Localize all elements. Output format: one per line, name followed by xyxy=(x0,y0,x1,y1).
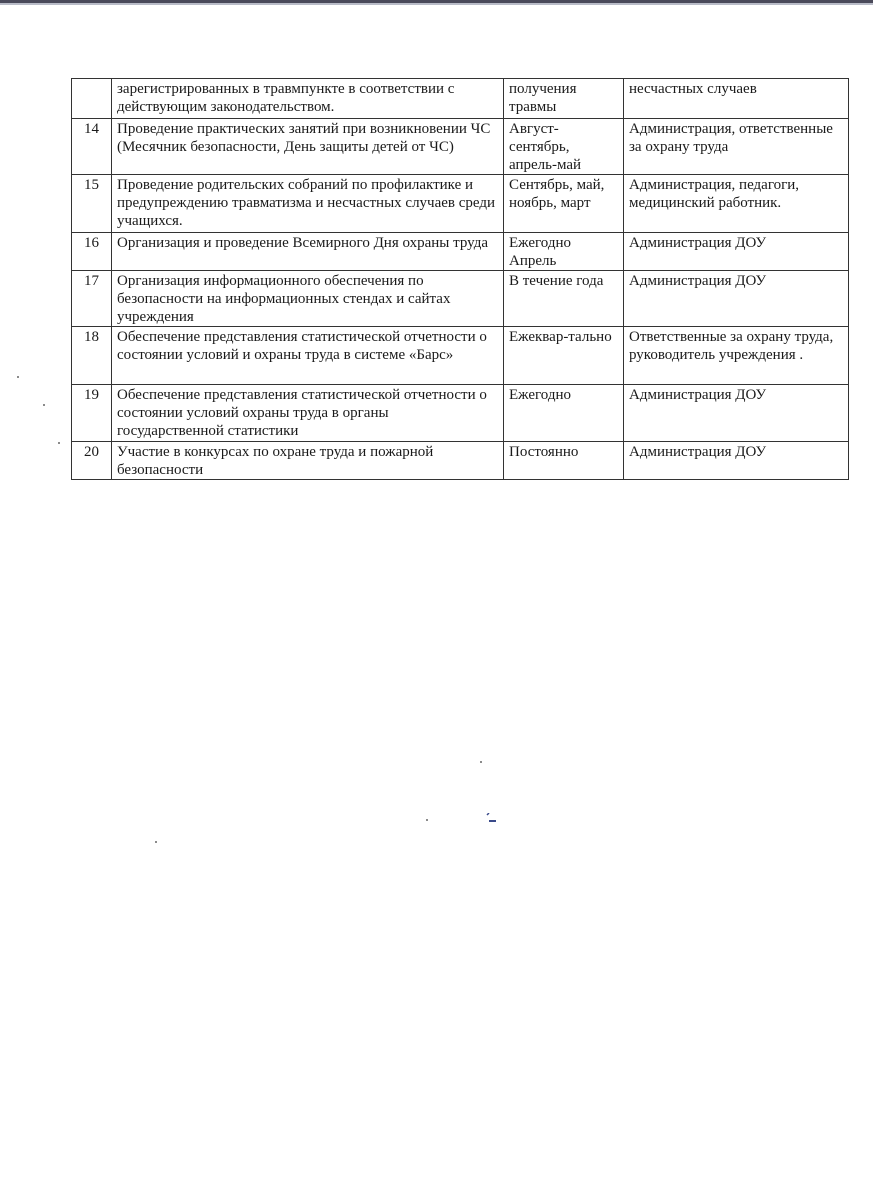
row-number xyxy=(72,79,112,119)
responsible-cell: Администрация ДОУ xyxy=(624,271,849,327)
task-cell: Участие в конкурсах по охране труда и пожарной безопасности xyxy=(112,442,504,480)
period-cell: Ежегодно xyxy=(504,385,624,442)
table-row-19 xyxy=(72,385,849,442)
table-row-20 xyxy=(72,442,849,480)
scan-speck xyxy=(58,442,60,444)
period-cell: Ежеквар-тально xyxy=(504,327,624,385)
responsible-cell: несчастных случаев xyxy=(624,79,849,119)
task-cell: Проведение родительских собраний по профилактике и предупреждению травматизма и несчастных случаев среди учащихся. xyxy=(112,175,504,233)
responsible-cell: Администрация ДОУ xyxy=(624,233,849,271)
scan-top-edge-shadow xyxy=(0,3,873,5)
period-cell: Постоянно xyxy=(504,442,624,480)
row-number: 19 xyxy=(72,385,112,442)
responsible-cell: Ответственные за охрану труда, руководитель учреждения . xyxy=(624,327,849,385)
responsible-cell: Администрация, педагоги, медицинский работник. xyxy=(624,175,849,233)
scan-speck xyxy=(17,376,19,378)
table-row-16 xyxy=(72,233,849,271)
responsible-cell: Администрация ДОУ xyxy=(624,385,849,442)
task-cell: Обеспечение представления статистической отчетности о состоянии условий охраны труда в органы государственной статистики xyxy=(112,385,504,442)
scan-speck xyxy=(155,841,157,843)
row-number: 20 xyxy=(72,442,112,480)
scan-speck xyxy=(43,404,45,406)
row-number: 15 xyxy=(72,175,112,233)
table-row-14 xyxy=(72,119,849,175)
row-number: 14 xyxy=(72,119,112,175)
row-number: 16 xyxy=(72,233,112,271)
table-row-17 xyxy=(72,271,849,327)
scan-speck xyxy=(426,819,428,821)
task-cell: зарегистрированных в травмпункте в соответствии с действующим законодательством. xyxy=(112,79,504,119)
task-cell: Организация информационного обеспечения по безопасности на информационных стендах и сайтах учреждения xyxy=(112,271,504,327)
table-row-15 xyxy=(72,175,849,233)
period-cell: Сентябрь, май, ноябрь, март xyxy=(504,175,624,233)
task-cell: Проведение практических занятий при возникновении ЧС (Месячник безопасности, День защиты детей от ЧС) xyxy=(112,119,504,175)
row-number: 17 xyxy=(72,271,112,327)
period-cell: Ежегодно Апрель xyxy=(504,233,624,271)
responsible-cell: Администрация ДОУ xyxy=(624,442,849,480)
task-cell: Организация и проведение Всемирного Дня охраны труда xyxy=(112,233,504,271)
work-plan-table xyxy=(71,78,849,480)
period-cell: В течение года xyxy=(504,271,624,327)
table-row-18 xyxy=(72,327,849,385)
responsible-cell: Администрация, ответственные за охрану труда xyxy=(624,119,849,175)
row-number: 18 xyxy=(72,327,112,385)
period-cell: получения травмы xyxy=(504,79,624,119)
task-cell: Обеспечение представления статистической отчетности о состоянии условий и охраны труда в системе «Барс» xyxy=(112,327,504,385)
period-cell: Август-сентябрь, апрель-май xyxy=(504,119,624,175)
scan-speck xyxy=(480,761,482,763)
table-row-continuation xyxy=(72,79,849,119)
scan-mark xyxy=(484,813,498,823)
